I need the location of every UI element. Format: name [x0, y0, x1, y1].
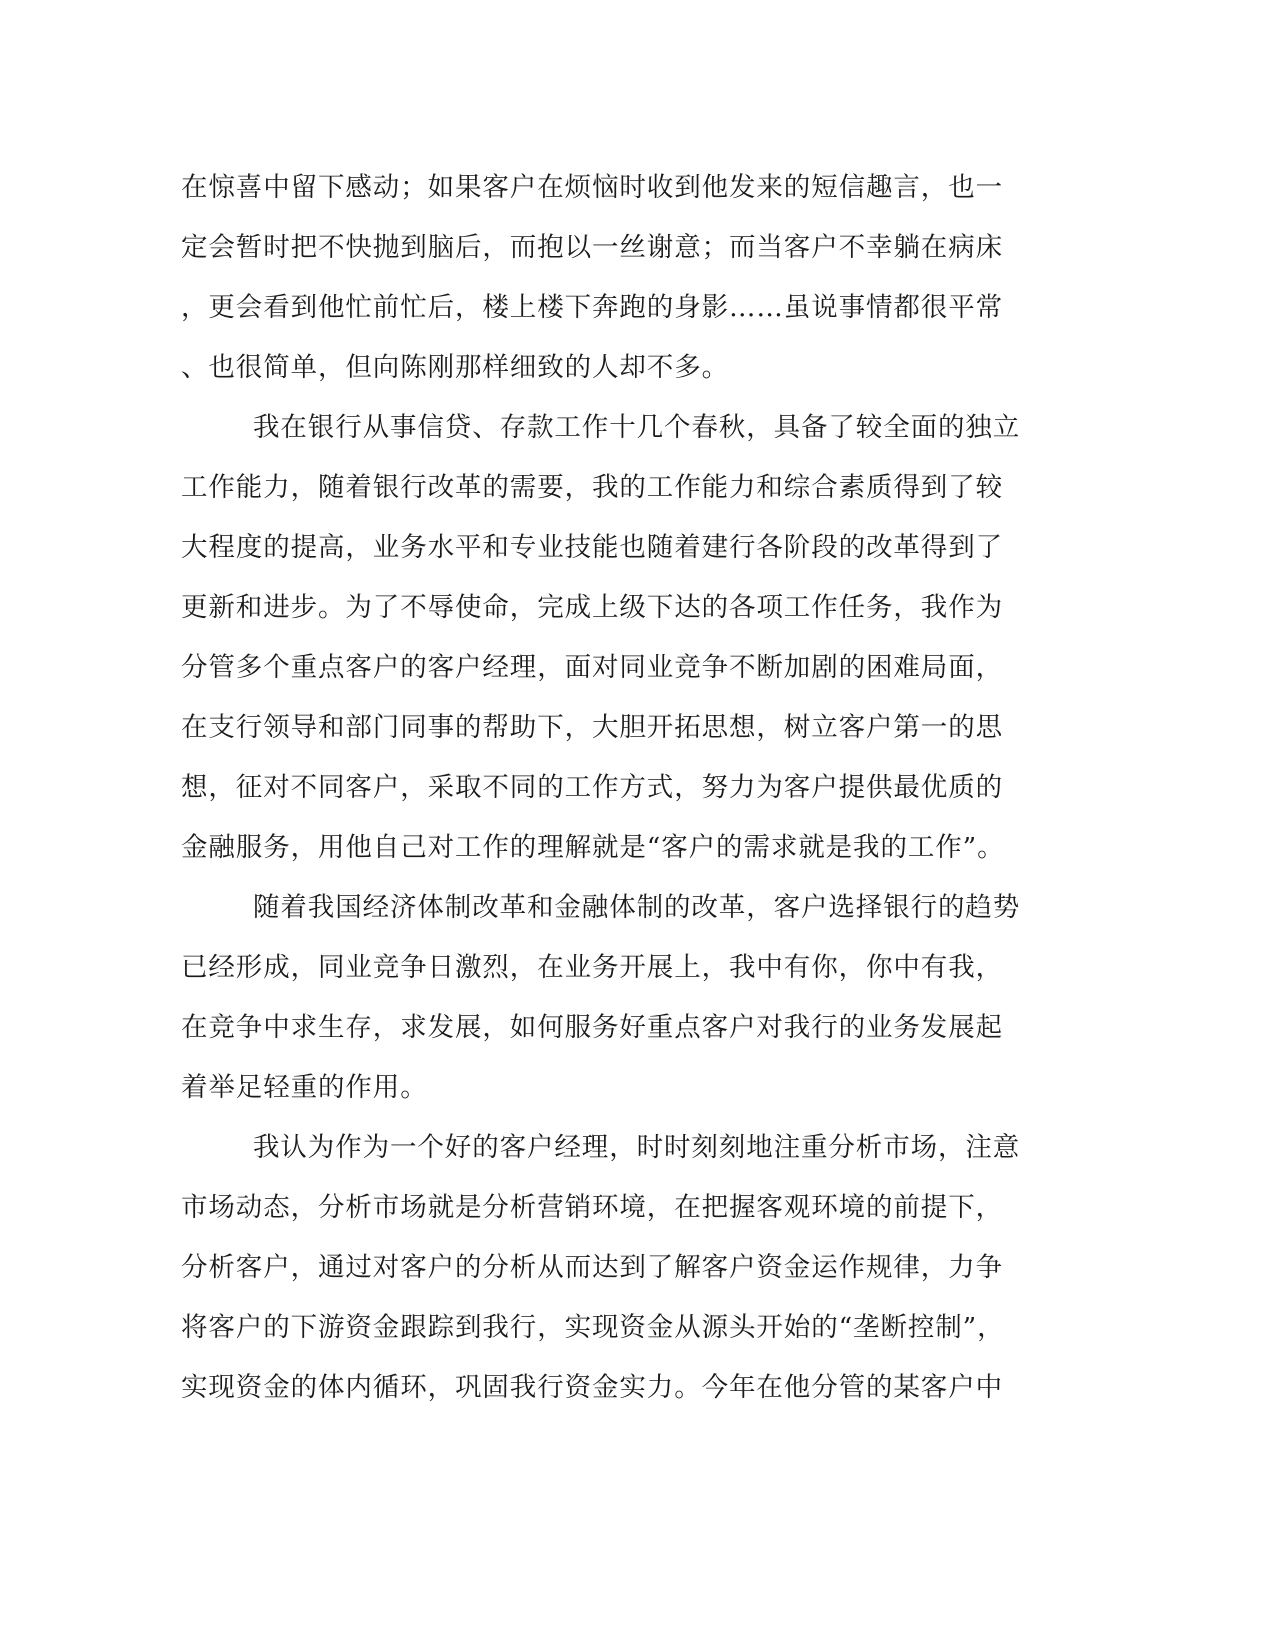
paragraph-first-line: 我认为作为一个好的客户经理，时时刻刻地注重分析市场，注意 [253, 1132, 1021, 1163]
text-line: 想，征对不同客户，采取不同的工作方式，努力为客户提供最优质的 [181, 772, 1003, 803]
text-line: 分管多个重点客户的客户经理，面对同业竞争不断加剧的困难局面， [181, 652, 1003, 683]
text-line: 金融服务，用他自己对工作的理解就是“客户的需求就是我的工作”。 [181, 832, 1005, 863]
body-text [181, 158, 1031, 1418]
text-line: 将客户的下游资金跟踪到我行，实现资金从源头开始的“垄断控制”， [181, 1312, 1005, 1343]
text-line: 已经形成，同业竞争日激烈，在业务开展上，我中有你，你中有我， [181, 952, 1003, 983]
text-line: 工作能力，随着银行改革的需要，我的工作能力和综合素质得到了较 [181, 472, 1003, 503]
paragraph-first-line: 随着我国经济体制改革和金融体制的改革，客户选择银行的趋势 [253, 892, 1021, 923]
text-line: ，更会看到他忙前忙后，楼上楼下奔跑的身影……虽说事情都很平常 [181, 292, 1003, 323]
text-line: 在惊喜中留下感动；如果客户在烦恼时收到他发来的短信趣言，也一 [181, 172, 1003, 203]
text-line: 在竞争中求生存，求发展，如何服务好重点客户对我行的业务发展起 [181, 1012, 1003, 1043]
text-line: 、也很简单，但向陈刚那样细致的人却不多。 [181, 352, 729, 383]
text-line: 大程度的提高，业务水平和专业技能也随着建行各阶段的改革得到了 [181, 532, 1003, 563]
text-line: 定会暂时把不快抛到脑后，而抱以一丝谢意；而当客户不幸躺在病床 [181, 232, 1003, 263]
text-line: 更新和进步。为了不辱使命，完成上级下达的各项工作任务，我作为 [181, 592, 1003, 623]
paragraph-first-line: 我在银行从事信贷、存款工作十几个春秋，具备了较全面的独立 [253, 412, 1021, 443]
text-line: 在支行领导和部门同事的帮助下，大胆开拓思想，树立客户第一的思 [181, 712, 1003, 743]
text-line: 分析客户，通过对客户的分析从而达到了解客户资金运作规律，力争 [181, 1252, 1003, 1283]
text-line: 市场动态，分析市场就是分析营销环境，在把握客观环境的前提下， [181, 1192, 1003, 1223]
text-line: 着举足轻重的作用。 [181, 1072, 428, 1103]
text-line: 实现资金的体内循环，巩固我行资金实力。今年在他分管的某客户中 [181, 1372, 1003, 1403]
